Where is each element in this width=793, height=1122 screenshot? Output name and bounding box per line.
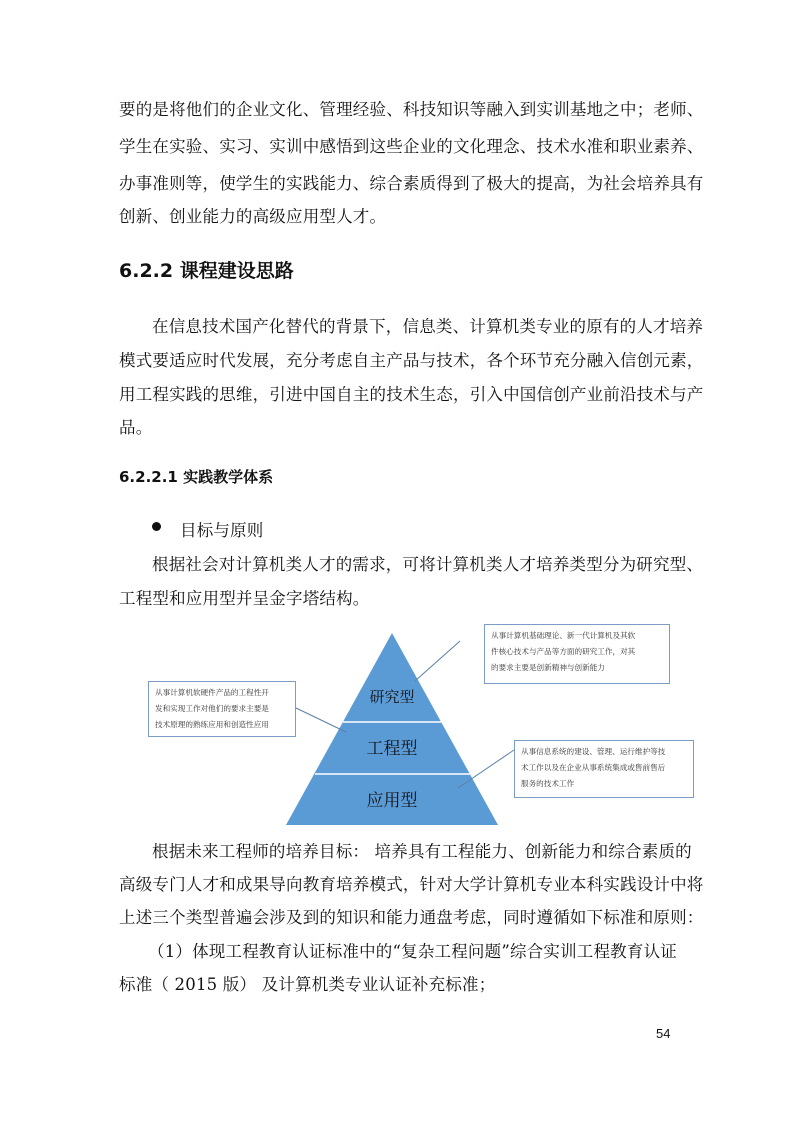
callout-line: 发和实现工作对他们的要求主要是 <box>155 704 269 713</box>
paragraph-line: 标准（ 2015 版） 及计算机类专业认证补充标准； <box>119 975 496 994</box>
paragraph-line: 品。 <box>119 418 153 437</box>
paragraph-line: 办事准则等，使学生的实践能力、综合素质得到了极大的提高，为社会培养具有 <box>119 174 704 193</box>
pyramid-label-application: 应用型 <box>366 791 418 811</box>
paragraph-line: 根据社会对计算机类人才的需求，可将计算机类人才培养类型分为研究型、 <box>152 555 704 574</box>
paragraph-line: 创新、创业能力的高级应用型人才。 <box>119 207 387 226</box>
page-number: 54 <box>656 1026 671 1041</box>
callout-application <box>514 740 694 798</box>
paragraph-line: 工程型和应用型并呈金字塔结构。 <box>119 589 370 608</box>
paragraph-line: 根据未来工程师的培养目标： 培养具有工程能力、创新能力和综合素质的 <box>152 842 692 861</box>
subsection-heading: 6.2.2.1 实践教学体系 <box>119 468 274 486</box>
callout-line: 从事信息系统的建设、管理、运行维护等技 <box>521 747 666 756</box>
connector-line <box>296 708 346 732</box>
connector-line <box>415 641 460 681</box>
pyramid-label-research: 研究型 <box>369 688 415 706</box>
callout-line: 服务的技术工作 <box>521 779 575 788</box>
callout-line: 技术原理的熟练应用和创造性应用 <box>155 720 269 729</box>
paragraph-line: 高级专门人才和成果导向教育培养模式，针对大学计算机专业本科实践设计中将 <box>119 875 704 894</box>
bullet-text: 目标与原则 <box>180 521 264 540</box>
callout-line: 从事计算机基础理论、新一代计算机及其软 <box>491 631 636 640</box>
callout-line: 的要求主要是创新精神与创新能力 <box>491 663 605 672</box>
paragraph-line: 要的是将他们的企业文化、管理经验、科技知识等融入到实训基地之中；老师、 <box>119 100 704 119</box>
paragraph-line: 模式要适应时代发展，充分考虑自主产品与技术，各个环节充分融入信创元素， <box>119 351 704 370</box>
callout-engineering <box>148 681 296 737</box>
section-heading: 6.2.2 课程建设思路 <box>119 260 294 282</box>
paragraph-line: 在信息技术国产化替代的背景下，信息类、计算机类专业的原有的人才培养 <box>152 317 704 336</box>
callout-line: 件核心技术与产品等方面的研究工作，对其 <box>491 647 636 656</box>
callout-line: 术工作以及在企业从事系统集成或售前售后 <box>521 763 666 772</box>
paragraph-line: 用工程实践的思维，引进中国自主的技术生态，引入中国信创产业前沿技术与产 <box>119 385 704 404</box>
paragraph-line: 学生在实验、实习、实训中感悟到这些企业的文化理念、技术水准和职业素养、 <box>119 137 704 156</box>
paragraph-line: （1）体现工程教育认证标准中的“复杂工程问题”综合实训工程教育认证 <box>148 942 677 961</box>
callout-line: 从事计算机软硬件产品的工程性开 <box>155 688 269 697</box>
paragraph-line: 上述三个类型普遍会涉及到的知识和能力通盘考虑，同时遵循如下标准和原则： <box>119 908 704 927</box>
pyramid-label-engineering: 工程型 <box>366 739 418 759</box>
callout-research <box>484 624 670 684</box>
